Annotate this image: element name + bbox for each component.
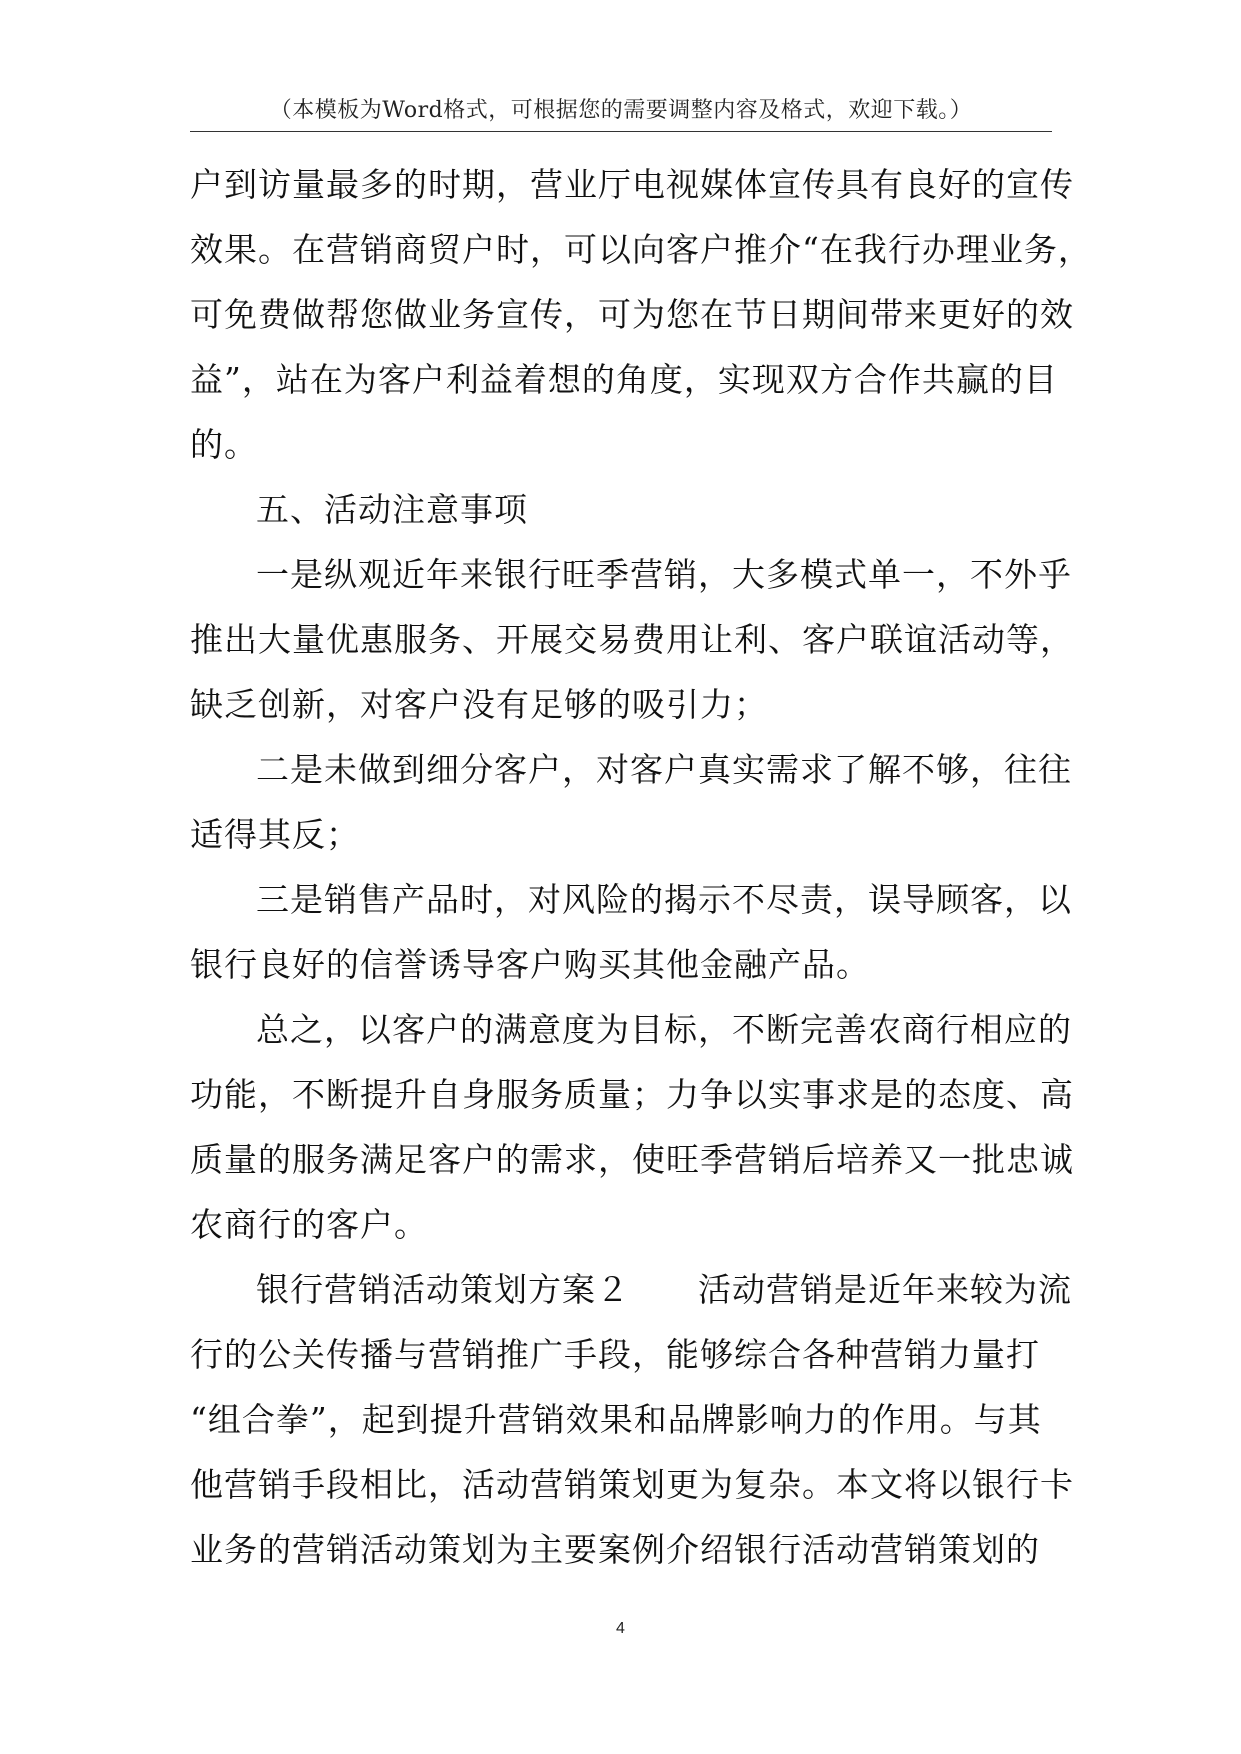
text-line: 可免费做帮您做业务宣传，可为您在节日期间带来更好的效 <box>190 295 1074 334</box>
text-line: 益”，站在为客户利益着想的角度，实现双方合作共赢的目 <box>190 360 1058 399</box>
text-line: 三是销售产品时，对风险的揭示不尽责，误导顾客，以 <box>256 880 1072 919</box>
document-body <box>190 152 1092 1582</box>
text-line: 银行营销活动策划方案２ 活动营销是近年来较为流 <box>256 1270 1072 1309</box>
text-line: 农商行的客户。 <box>190 1205 428 1244</box>
text-line: 银行良好的信誉诱导客户购买其他金融产品。 <box>190 945 870 984</box>
text-line: 行的公关传播与营销推广手段，能够综合各种营销力量打 <box>190 1335 1040 1374</box>
text-line: 功能，不断提升自身服务质量；力争以实事求是的态度、高 <box>190 1075 1074 1114</box>
text-line: 的。 <box>190 425 258 464</box>
section-heading: 五、活动注意事项 <box>256 490 528 529</box>
text-line: 效果。在营销商贸户时，可以向客户推介“在我行办理业务， <box>190 230 1092 269</box>
text-line: 缺乏创新，对客户没有足够的吸引力； <box>190 685 768 724</box>
text-line: 二是未做到细分客户，对客户真实需求了解不够，往往 <box>256 750 1072 789</box>
text-line: 推出大量优惠服务、开展交易费用让利、客户联谊活动等， <box>190 620 1074 659</box>
text-line: “组合拳”，起到提升营销效果和品牌影响力的作用。与其 <box>190 1400 1042 1439</box>
text-line: 户到访量最多的时期，营业厅电视媒体宣传具有良好的宣传 <box>190 165 1074 204</box>
text-line: 一是纵观近年来银行旺季营销，大多模式单一，不外乎 <box>256 555 1072 594</box>
text-line: 质量的服务满足客户的需求，使旺季营销后培养又一批忠诚 <box>190 1140 1074 1179</box>
template-note-header: （本模板为Word格式，可根据您的需要调整内容及格式，欢迎下载。） <box>269 98 973 123</box>
text-line: 他营销手段相比，活动营销策划更为复杂。本文将以银行卡 <box>190 1465 1074 1504</box>
text-line: 总之，以客户的满意度为目标，不断完善农商行相应的 <box>256 1010 1072 1049</box>
text-line: 业务的营销活动策划为主要案例介绍银行活动营销策划的 <box>190 1530 1040 1569</box>
text-line: 适得其反； <box>190 815 360 854</box>
page-number: 4 <box>616 1620 625 1637</box>
header-divider <box>190 131 1052 132</box>
